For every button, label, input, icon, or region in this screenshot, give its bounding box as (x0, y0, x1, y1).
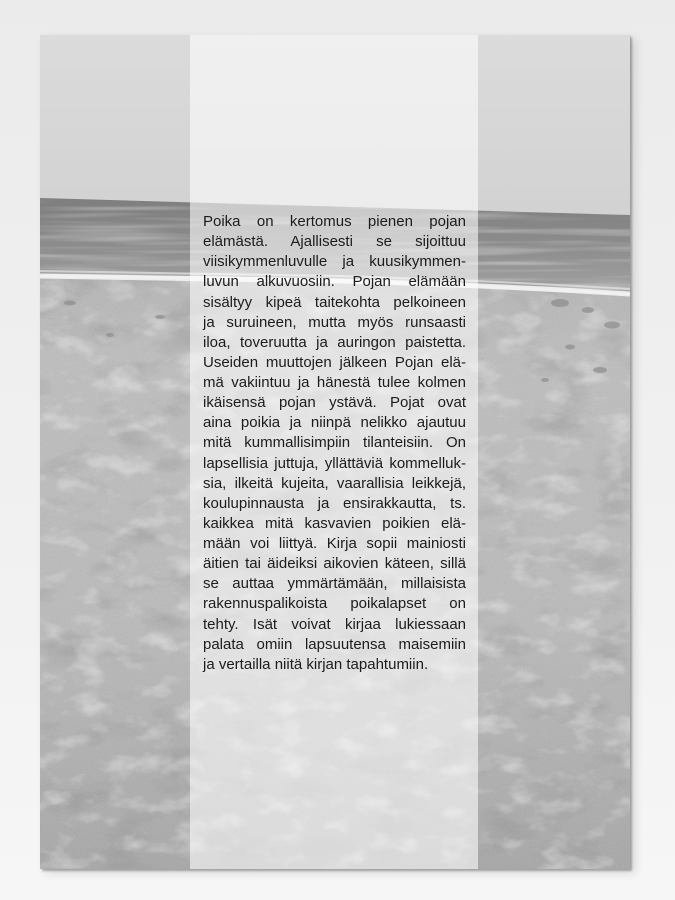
blurb-line: palata omiin lapsuutensa maisemiin (203, 635, 466, 653)
blurb-line: elämästä. Ajallisesti se sijoittuu (203, 233, 466, 251)
blurb-line: ja suruineen, mutta myös runsaasti (203, 313, 466, 331)
blurb-text (203, 212, 466, 675)
blurb-line: lapsellisia juttuja, yllättäviä kommelluk- (203, 454, 466, 472)
blurb-line: aina poikia ja niinpä nelikko ajautuu (203, 414, 466, 432)
blurb-line: tehty. Isät voivat kirjaa lukiessaan (203, 615, 466, 633)
blurb-line: kaikkea mitä kasvavien poikien elä- (203, 514, 466, 532)
blurb-line: sisältyy kipeä taitekohta pelkoineen (203, 293, 466, 311)
blurb-line: rakennuspalikoista poikalapset on (203, 595, 466, 613)
blurb-line: luvun alkuvuosiin. Pojan elämään (203, 273, 466, 291)
blurb-line: äitien tai äideiksi aikovien käteen, sillä (203, 555, 466, 573)
blurb-line: ikäisensä pojan ystävä. Pojat ovat (203, 394, 466, 412)
blurb-line: iloa, toveruutta ja auringon paistetta. (203, 333, 466, 351)
blurb-line: ja vertailla niitä kirjan tapahtumiin. (203, 655, 429, 673)
blurb-line: koulupinnausta ja ensirakkautta, ts. (203, 494, 466, 512)
blurb-line: se auttaa ymmärtämään, millaisista (203, 575, 466, 593)
blurb-line: sia, ilkeitä kujeita, vaarallisia leikkejä, (203, 474, 466, 492)
blurb-line: mä vakiintuu ja hänestä tulee kolmen (203, 374, 466, 391)
blurb-line: viisikymmenluvulle ja kuusikymmen- (203, 253, 466, 271)
blurb-line: Useiden muuttojen jälkeen Pojan elä- (203, 353, 466, 371)
blurb-line: mitä kummallisimpiin tilanteisiin. On (203, 434, 466, 452)
blurb-line: Poika on kertomus pienen pojan (203, 213, 466, 230)
blurb-line: mään voi liittyä. Kirja sopii mainiosti (203, 535, 466, 552)
